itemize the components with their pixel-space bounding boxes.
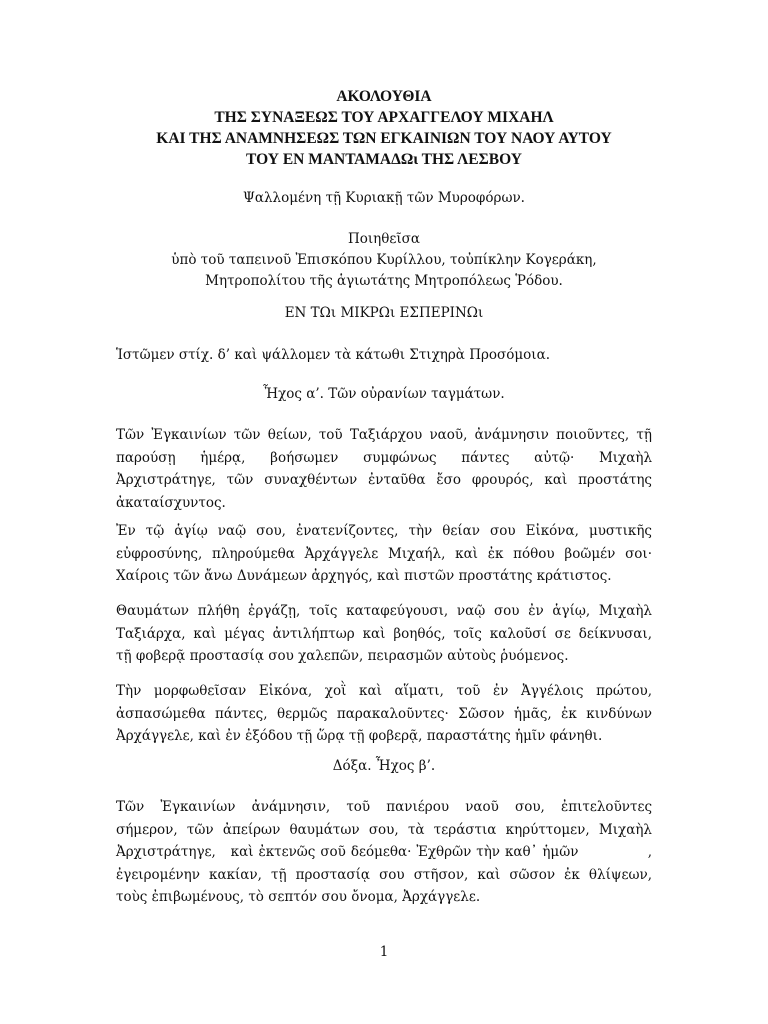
document-title (0, 86, 768, 170)
sticheron-line: Τὴν μορφωθεῖσαν Εἰκόνα, χοῒ καὶ αἵματι, τοῦ ἐν Ἀγγέλοις πρώτου, (116, 683, 652, 699)
doxastikon-line: Ἀρχιστράτηγε, καὶ ἐκτενῶς σοῦ δεόμεθα· Ἐχθρῶν τὴν καθ᾽ ἡμῶν , (116, 844, 652, 860)
title-line-1: ΑΚΟΛΟΥΘΙΑ (336, 88, 432, 105)
sticheron-line: εὐφροσύνης, πληρούμεθα Ἀρχάγγελε Μιχαήλ, καὶ ἐκ πόθου βοῶμέν σοι· (116, 545, 652, 562)
section-heading: ΕΝ ΤΩι ΜΙΚΡΩι ΕΣΠΕΡΙΝΩι (284, 305, 484, 321)
sticheron-line: ἀσπασώμεθα πάντες, θερμῶς παρακαλοῦντες· Σῶσον ἡμᾶς, ἐκ κινδύνων (116, 705, 652, 722)
doxastikon (116, 796, 652, 909)
glory-heading: Δόξα. Ἦχος β’. (332, 758, 436, 774)
title-line-3: ΚΑΙ ΤΗΣ ΑΝΑΜΝΗΣΕΩΣ ΤΩΝ ΕΓΚΑΙΝΙΩΝ ΤΟΥ ΝΑΟΥ ΑΥΤΟΥ (156, 130, 612, 147)
sticheron-line: Ταξιάρχα, καὶ μέγας ἀντιλήπτωρ καὶ βοηθός, τοῖς καλοῦσί σε δείκνυσαι, (116, 625, 652, 642)
rubric: Ἱστῶμεν στίχ. δ’ καὶ ψάλλομεν τὰ κάτωθι Στιχηρὰ Προσόμοια. (116, 347, 550, 363)
composed-label: Ποιηθεῖσα (347, 231, 421, 247)
page-number: 1 (379, 944, 389, 960)
sticheron-line: Ἀρχάγγελε, καὶ ἐν ἐξόδου τῇ ὥρᾳ τῇ φοβερᾷ, παραστάτης ἡμῖν φάνηθι. (116, 728, 603, 744)
composed-title-line: Μητροπολίτου τῆς ἁγιωτάτης Μητροπόλεως Ῥόδου. (205, 273, 563, 289)
doxastikon-line: ἐγειρομένην κακίαν, τῇ προστασίᾳ σου στῆσον, καὶ σῶσον ἐκ θλίψεων, (116, 866, 652, 883)
title-line-4: ΤΟΥ ΕΝ ΜΑΝΤΑΜΑΔΩι ΤΗΣ ΛΕΣΒΟΥ (246, 151, 522, 168)
tone-heading: Ἦχος α’. Τῶν οὐρανίων ταγμάτων. (263, 386, 505, 402)
sticheron-4 (116, 680, 652, 748)
sticheron-line: τῇ φοβερᾷ προστασίᾳ σου χαλεπῶν, πειρασμῶν αὐτοὺς ῥυόμενος. (116, 648, 569, 664)
sticheron-line: ἀκαταίσχυντος. (116, 494, 226, 511)
sticheron-1 (116, 424, 652, 514)
sticheron-line: Χαίροις τῶν ἄνω Δυνάμεων ἀρχηγός, καὶ πιστῶν προστάτης κράτιστος. (116, 568, 612, 584)
title-line-2: ΤΗΣ ΣΥΝΑΞΕΩΣ ΤΟΥ ΑΡΧΑΓΓΕΛΟΥ ΜΙΧΑΗΛ (214, 109, 554, 126)
doxastikon-line: τοὺς ἐπιβωμένους, τὸ σεπτόν σου ὄνομα, Ἀρχάγγελε. (116, 889, 481, 905)
doxastikon-line: Τῶν Ἐγκαινίων ἀνάμνησιν, τοῦ πανιέρου ναοῦ σου, ἐπιτελοῦντες (116, 799, 652, 815)
sung-on-note: Ψαλλομένη τῇ Κυριακῇ τῶν Μυροφόρων. (243, 190, 525, 206)
sticheron-2 (116, 520, 652, 588)
sticheron-line: Θαυμάτων πλήθη ἐργάζῃ, τοῖς καταφεύγουσι, ναῷ σου ἐν ἁγίῳ, Μιχαὴλ (116, 603, 652, 619)
sticheron-line: Ἀρχιστράτηγε, τῶν συναχθέντων ἐνταῦθα ἔσο φρουρός, καὶ προστάτης (116, 472, 652, 488)
sticheron-3 (116, 600, 652, 668)
sticheron-line: Τῶν Ἐγκαινίων τῶν θείων, τοῦ Ταξιάρχου ναοῦ, ἀνάμνησιν ποιοῦντες, τῇ (116, 427, 652, 443)
doxastikon-line: σήμερον, τῶν ἀπείρων θαυμάτων σου, τὰ τεράστια κηρύττομεν, Μιχαὴλ (116, 821, 652, 838)
sticheron-line: Ἐν τῷ ἁγίῳ ναῷ σου, ἐνατενίζοντες, τὴν θείαν σου Εἰκόνα, μυστικῆς (116, 523, 652, 539)
composed-author-line: ὑπὸ τοῦ ταπεινοῦ Ἐπισκόπου Κυρίλλου, τοὐπίκλην Κογεράκη, (171, 252, 597, 268)
sticheron-line: παρούσῃ ἡμέρᾳ, βοήσωμεν συμφώνως πάντες αὐτῷ· Μιχαὴλ (116, 449, 652, 466)
